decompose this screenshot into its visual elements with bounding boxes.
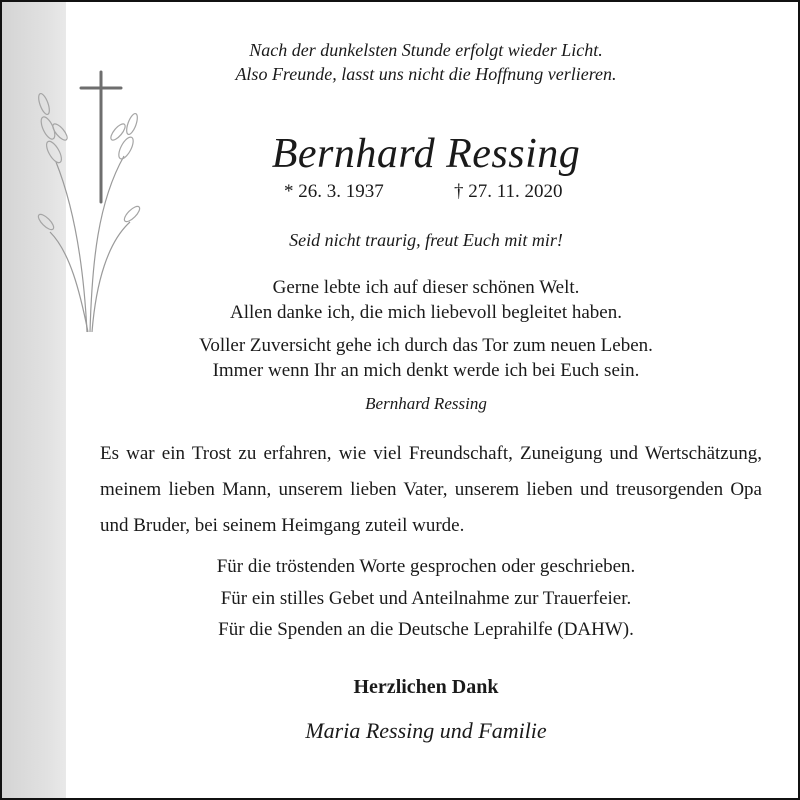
death-date: † 27. 11. 2020 — [454, 181, 563, 202]
motto — [68, 38, 784, 86]
deceased-name: Bernhard Ressing — [271, 131, 581, 177]
poem-stanza-2 — [68, 333, 784, 383]
gratitude-line: Für die tröstenden Worte gesprochen oder geschrieben. — [216, 556, 636, 577]
family-signature: Maria Ressing und Familie — [305, 718, 547, 743]
poem-stanza-1 — [68, 275, 784, 325]
closing-thanks: Herzlichen Dank — [353, 676, 499, 698]
poem-line: Gerne lebte ich auf dieser schönen Welt. — [272, 277, 580, 298]
gratitude-line: Für die Spenden an die Deutsche Leprahilfe (DAHW). — [218, 619, 634, 640]
poem-line: Allen danke ich, die mich liebevoll begleitet haben. — [229, 302, 622, 323]
poem-line: Voller Zuversicht gehe ich durch das Tor zum neuen Leben. — [199, 335, 653, 356]
gratitude-list — [68, 551, 784, 646]
motto-line: Also Freunde, lasst uns nicht die Hoffnung verlieren. — [235, 64, 617, 84]
poem-author: Bernhard Ressing — [365, 394, 487, 413]
plea-line: Seid nicht traurig, freut Euch mit mir! — [289, 230, 563, 250]
motto-line: Nach der dunkelsten Stunde erfolgt wieder Licht. — [249, 40, 603, 60]
birth-date: * 26. 3. 1937 — [284, 181, 384, 202]
poem-line: Immer wenn Ihr an mich denkt werde ich bei Euch sein. — [212, 360, 640, 381]
thanks-paragraph: Es war ein Trost zu erfahren, wie viel Freundschaft, Zuneigung und Wertschätzung, meinem lieben Mann, unserem lieben Vater, unserem lieben und treusorgenden Opa und Bruder, bei seinem Heimgang zuteil wurde. — [100, 443, 762, 536]
gratitude-line: Für ein stilles Gebet und Anteilnahme zur Trauerfeier. — [220, 587, 632, 609]
